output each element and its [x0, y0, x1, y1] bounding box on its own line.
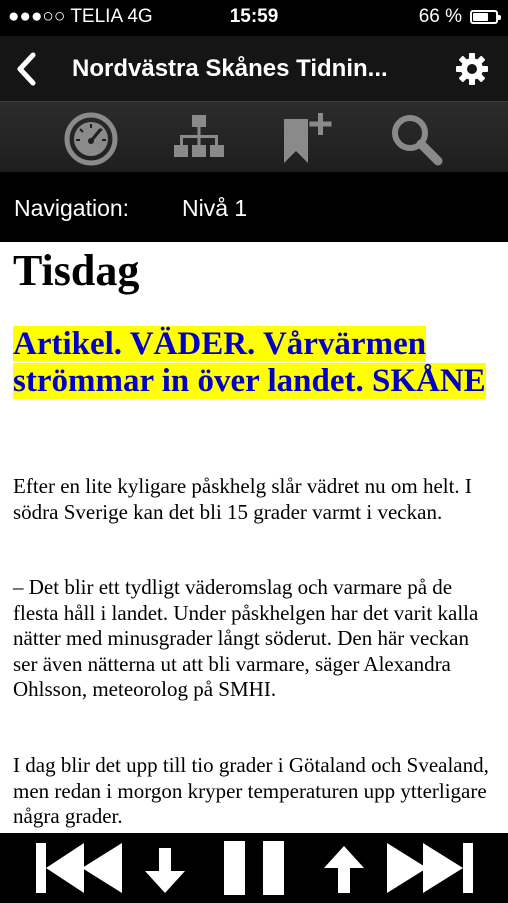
sitemap-icon: [171, 111, 227, 167]
skip-next-button[interactable]: [383, 838, 475, 903]
article-paragraph: Efter en lite kyligare påskhelg slår vädret nu om helt. I södra Sverige kan det bli 15 grader varmt i veckan.: [13, 474, 472, 524]
battery-percent: 66 %: [418, 6, 462, 27]
article-paragraph: I dag blir det upp till tio grader i Götaland och Svealand, men redan i morgon kryper temperaturen upp ytterligare några grader.: [13, 753, 489, 828]
pause-icon: [224, 838, 284, 898]
article-paragraph: – Det blir ett tydligt väderomslag och varmare på de flesta håll i landet. Under påskhelgen har det varit kalla nätter med minusgrader långt söderut. Den här veckan ser även nätterna ut att bli varmare, säger Alexandra Ohlsson, meteorolog på SMHI.: [13, 575, 479, 701]
navigation-bar: [0, 36, 508, 102]
carrier-signal: ●●●○○ TELIA 4G: [8, 6, 153, 27]
article-headline: Artikel. VÄDER. Vårvärmen strömmar in över landet. SKÅNE: [13, 326, 486, 399]
chevron-left-icon: [15, 52, 37, 86]
settings-button[interactable]: [454, 51, 490, 87]
battery-fill: [473, 13, 488, 21]
speedometer-button[interactable]: [63, 111, 119, 167]
arrow-up-button[interactable]: [321, 838, 367, 903]
breadcrumb-level[interactable]: Nivå 1: [182, 195, 248, 221]
breadcrumb-label: Navigation:: [14, 195, 130, 221]
player-controls: [0, 833, 508, 903]
page-title: Nordvästra Skånes Tidnin...: [72, 55, 388, 82]
clock: 15:59: [229, 6, 279, 27]
arrow-down-icon: [142, 838, 188, 898]
battery-icon: [470, 10, 498, 24]
article-content[interactable]: [0, 242, 508, 833]
skip-previous-button[interactable]: [34, 838, 126, 903]
pause-button[interactable]: [224, 838, 284, 903]
status-bar: [0, 0, 508, 36]
arrow-up-icon: [321, 838, 367, 898]
skip-previous-icon: [34, 838, 126, 898]
arrow-down-button[interactable]: [142, 838, 188, 903]
bookmark-add-icon: [280, 111, 336, 167]
gear-icon: [454, 51, 490, 87]
breadcrumb: [0, 172, 508, 242]
search-button[interactable]: [388, 111, 444, 167]
search-icon: [388, 111, 444, 167]
add-bookmark-button[interactable]: [280, 111, 336, 167]
toolbar: [0, 102, 508, 172]
speedometer-icon: [63, 111, 119, 167]
skip-next-icon: [383, 838, 475, 898]
sitemap-button[interactable]: [171, 111, 227, 167]
back-button[interactable]: [6, 47, 46, 91]
day-heading: Tisdag: [13, 246, 140, 295]
